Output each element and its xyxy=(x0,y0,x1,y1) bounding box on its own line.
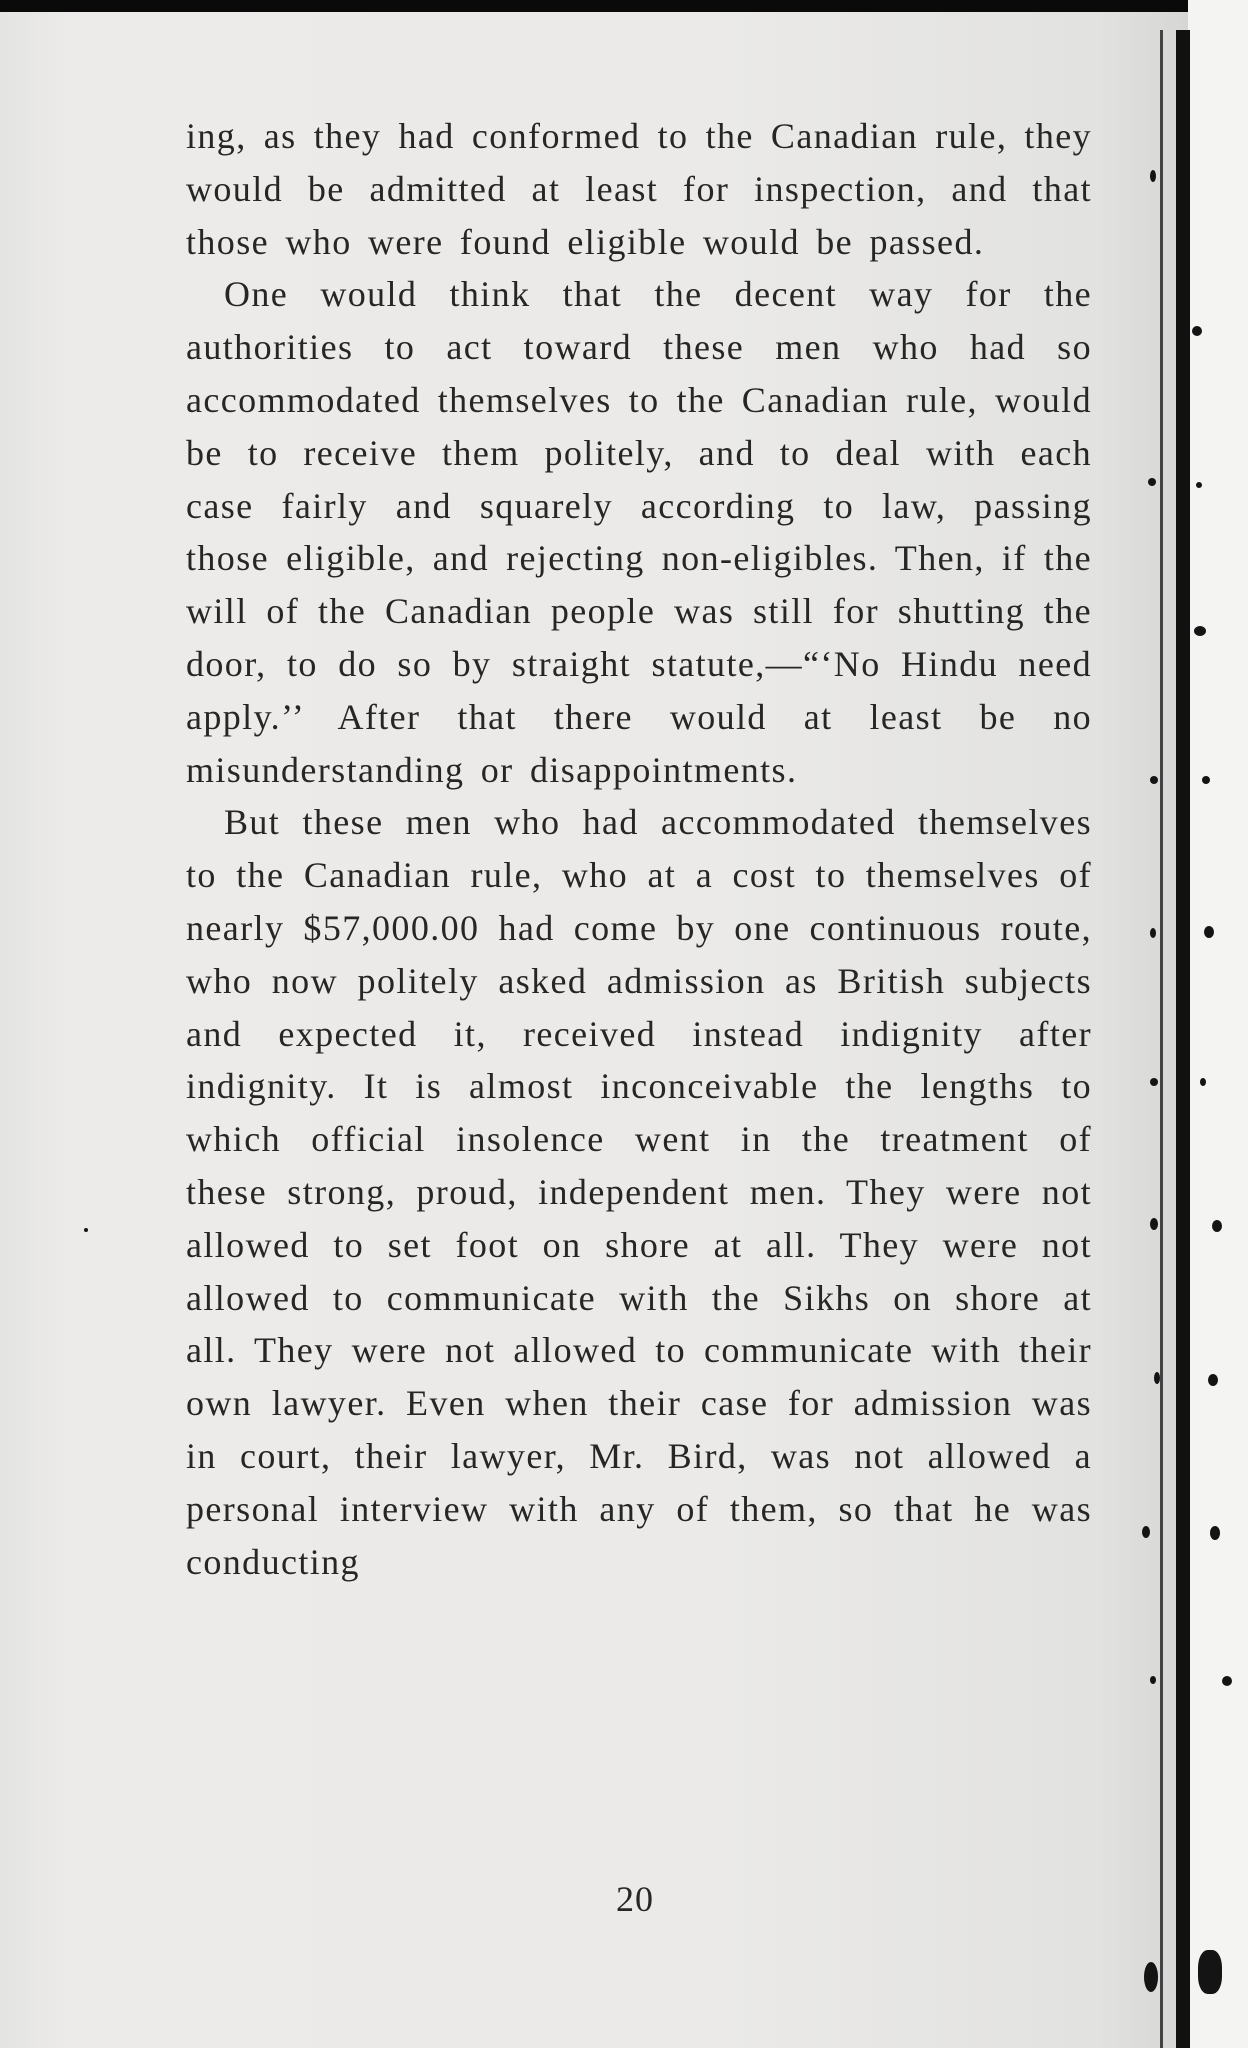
paragraph-1: ing, as they had conformed to the Canadian rule, they would be admitted at least for inspection, and that those who were found eligible would be passed. xyxy=(186,116,1092,262)
scan-speck xyxy=(1202,776,1210,784)
scan-speck xyxy=(84,1228,88,1232)
binding-shadow xyxy=(1160,30,1163,2048)
scan-speck xyxy=(1222,1676,1232,1686)
scan-speck xyxy=(1150,1078,1158,1086)
scan-speck xyxy=(1194,626,1206,636)
body-text xyxy=(186,110,1092,1588)
scan-speck xyxy=(1192,326,1202,336)
scan-speck xyxy=(1142,1526,1150,1538)
scan-speck xyxy=(1150,928,1156,938)
paragraph-3: But these men who had accommodated themselves to the Canadian rule, who at a cost to themselves of nearly $57,000.00 had come by one continuous route, who now politely asked admission as British subjects and expected it, received instead indignity after indignity. It is almost inconceivable the lengths to which official insolence went in the treatment of these strong, proud, independent men. They were not allowed to set foot on shore at all. They were not allowed to communicate with the Sikhs on shore at all. They were not allowed to communicate with their own lawyer. Even when their case for admission was in court, their lawyer, Mr. Bird, was not allowed a personal interview with any of them, so that he was conducting xyxy=(186,802,1092,1582)
scan-speck xyxy=(1200,1078,1206,1086)
scan-speck xyxy=(1204,926,1214,938)
scan-speck xyxy=(1148,478,1156,486)
scan-speck xyxy=(1154,1372,1160,1384)
page-number: 20 xyxy=(616,1879,654,1919)
scan-speck xyxy=(1150,776,1158,784)
scan-speck xyxy=(1196,482,1202,488)
scan-speck xyxy=(1198,1950,1222,1994)
scan-speck xyxy=(1212,1220,1222,1232)
scan-speck xyxy=(1210,1526,1220,1540)
scan-right-margin xyxy=(1188,0,1248,2048)
scan-speck xyxy=(1150,170,1156,182)
binding-edge xyxy=(1176,30,1190,2048)
paragraph-2: One would think that the decent way for the authorities to act toward these men who had so accommodated themselves to the Canadian rule, would be to receive them politely, and to deal with each case fairly and squarely according to law, passing those eligible, and rejecting non-eligibles. Then, if the will of the Canadian people was still for shutting the door, to do so by straight statute,—“‘No Hindu need apply.’’ After that there would at least be no misunderstanding or disappointments. xyxy=(186,274,1092,790)
scan-speck xyxy=(1150,1676,1156,1684)
scan-speck xyxy=(1208,1374,1218,1386)
scan-speck xyxy=(1144,1962,1158,1992)
scan-speck xyxy=(1150,1218,1158,1230)
